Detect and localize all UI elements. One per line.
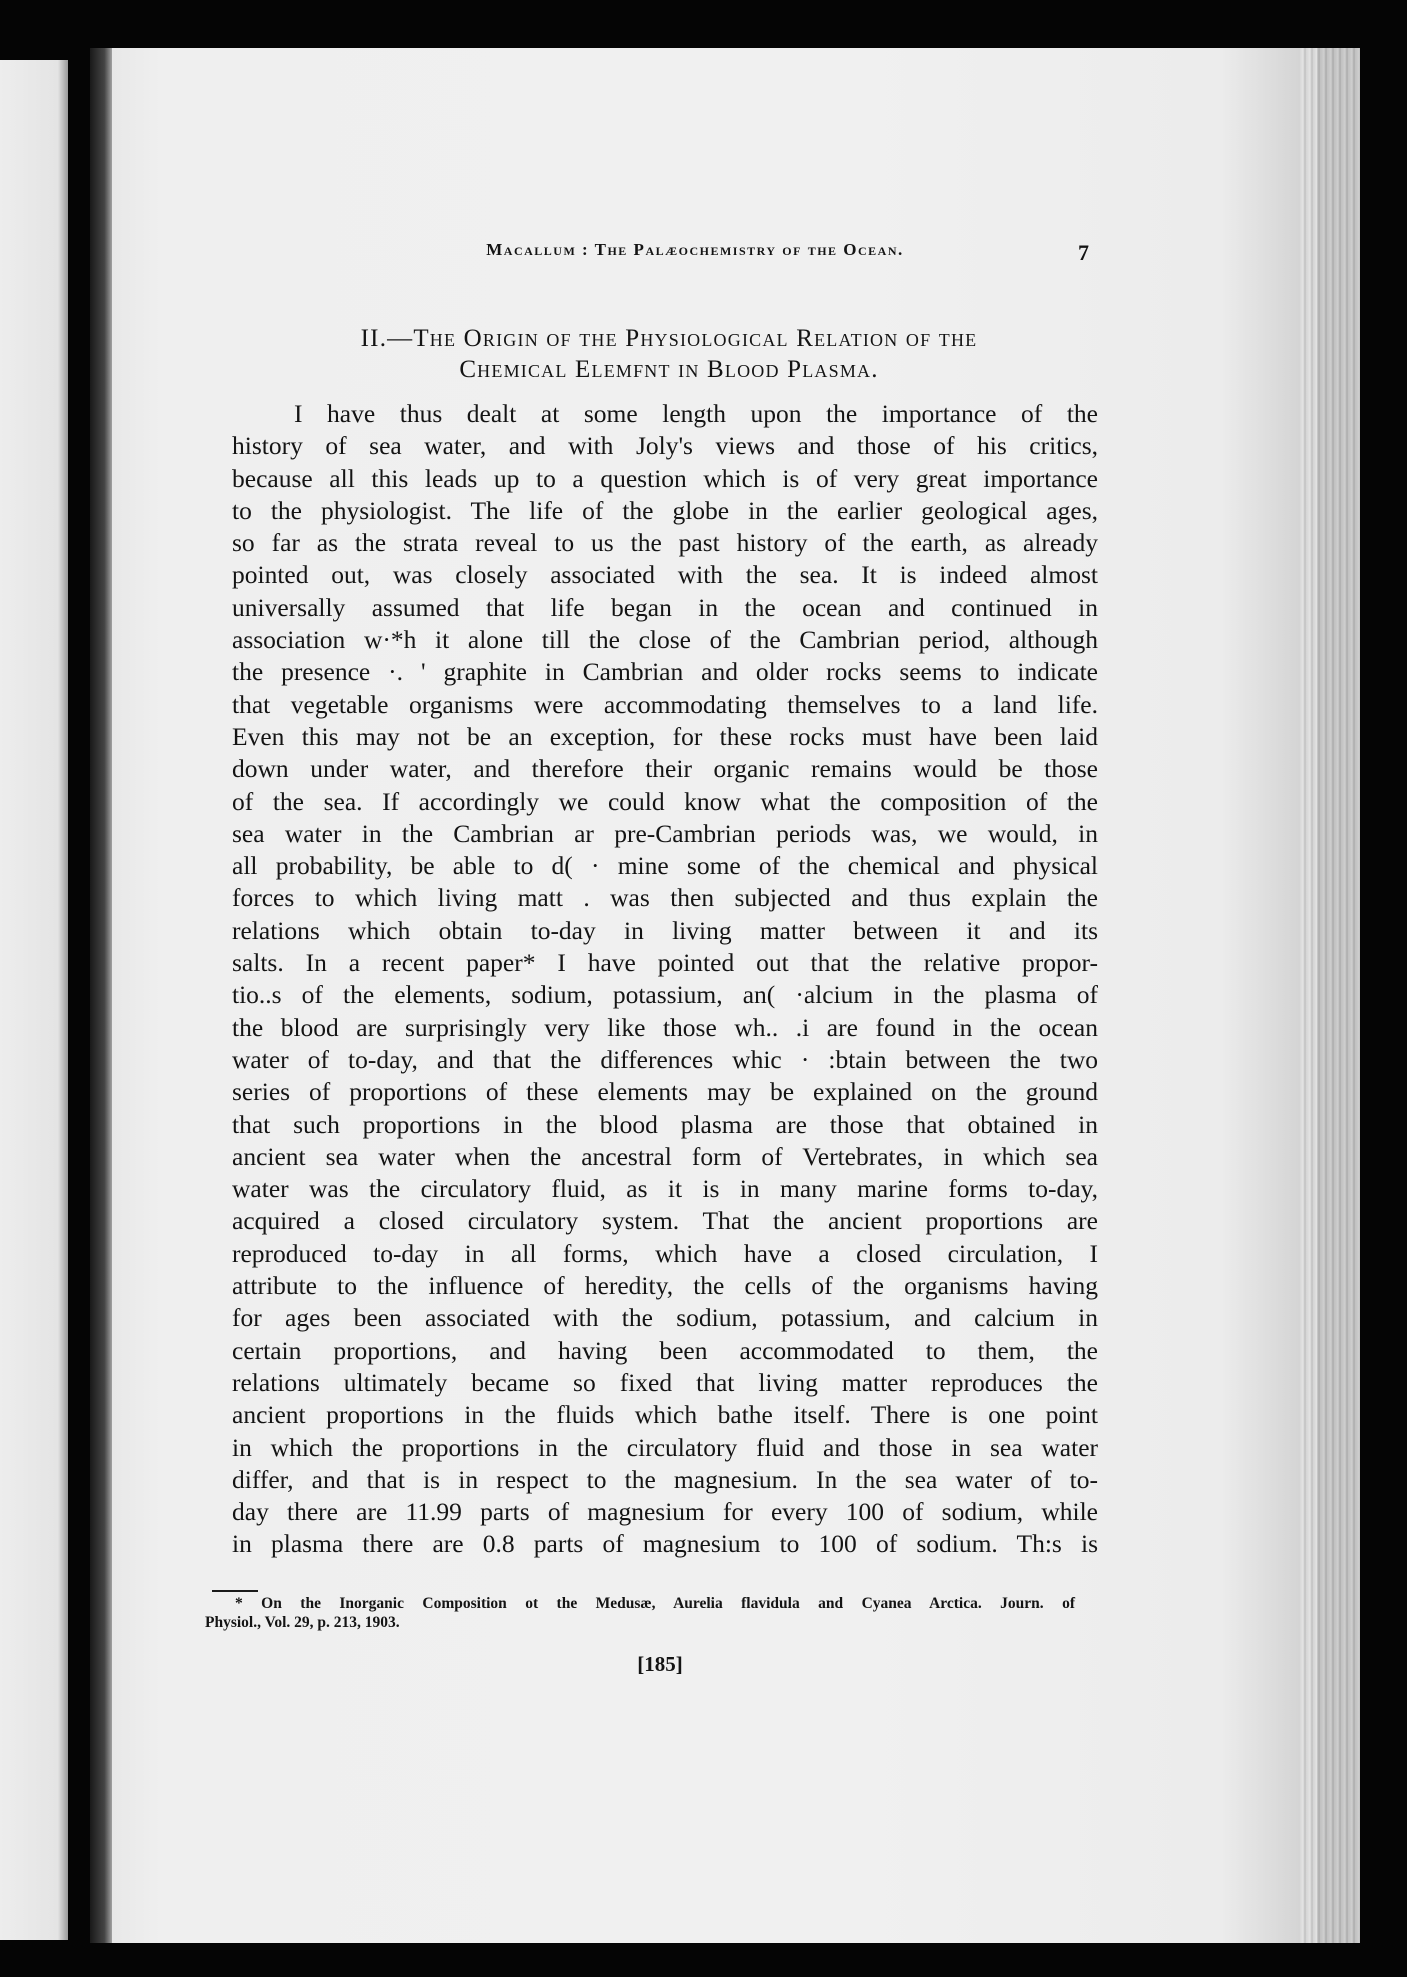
footnote (205, 1594, 1075, 1632)
body-line: because all this leads up to a question which is of very great importance (232, 463, 1098, 493)
footnote-rule (212, 1590, 258, 1592)
page-number: 7 (1078, 240, 1089, 265)
body-line: all probability, be able to d( · mine some of the chemical and physical (232, 851, 1098, 881)
body-line: attribute to the influence of heredity, the cells of the organisms having (232, 1271, 1098, 1301)
facing-page-edge (0, 60, 68, 1940)
body-line: pointed out, was closely associated with the sea. It is indeed almost (232, 560, 1098, 590)
running-head: Macallum : The Palæochemistry of the Ocean. (486, 240, 904, 259)
footnote-line-2: Physiol., Vol. 29, p. 213, 1903. (205, 1614, 400, 1631)
body-line: that vegetable organisms were accommodating themselves to a land life. (232, 689, 1098, 719)
body-line: water was the circulatory fluid, as it is in many marine forms to-day, (232, 1174, 1098, 1204)
body-line: of the sea. If accordingly we could know what the composition of the (232, 786, 1098, 816)
body-line: in which the proportions in the circulatory fluid and those in sea water (232, 1432, 1098, 1462)
body-line: universally assumed that life began in the ocean and continued in (232, 592, 1098, 622)
body-line: so far as the strata reveal to us the past history of the earth, as already (232, 528, 1098, 558)
body-line: history of sea water, and with Joly's views and those of his critics, (232, 431, 1098, 461)
body-line: the blood are surprisingly very like those wh.. .i are found in the ocean (232, 1012, 1098, 1042)
body-line: reproduced to-day in all forms, which have a closed circulation, I (232, 1238, 1098, 1268)
body-line: water of to-day, and that the differences whic · :btain between the two (232, 1044, 1098, 1074)
body-line: the presence ·. ' graphite in Cambrian and older rocks seems to indicate (232, 657, 1098, 687)
section-title (238, 323, 1100, 385)
body-line: to the physiologist. The life of the globe in the earlier geological ages, (232, 495, 1098, 525)
body-line: acquired a closed circulatory system. That the ancient proportions are (232, 1206, 1098, 1236)
body-line: Even this may not be an exception, for these rocks must have been laid (232, 721, 1098, 751)
body-line: that such proportions in the blood plasma are those that obtained in (232, 1109, 1098, 1139)
body-line: down under water, and therefore their organic remains would be those (232, 754, 1098, 784)
body-line: sea water in the Cambrian ar pre-Cambrian periods was, we would, in (232, 818, 1098, 848)
folio-number: [185] (637, 1652, 683, 1676)
body-line: day there are 11.99 parts of magnesium for every 100 of sodium, while (232, 1497, 1098, 1527)
body-line: tio..s of the elements, sodium, potassium, an( ·alcium in the plasma of (232, 980, 1098, 1010)
body-line: for ages been associated with the sodium, potassium, and calcium in (232, 1303, 1098, 1333)
body-line: relations ultimately became so fixed that living matter reproduces the (232, 1367, 1098, 1397)
body-line: ancient sea water when the ancestral form of Vertebrates, in which sea (232, 1141, 1098, 1171)
body-line: relations which obtain to-day in living matter between it and its (232, 915, 1098, 945)
book-gutter (90, 48, 114, 1943)
footnote-line-1: * On the Inorganic Composition ot the Medusæ, Aurelia flavidula and Cyanea Arctica. Journ. of (235, 1595, 1075, 1612)
body-line: forces to which living matt . was then subjected and thus explain the (232, 883, 1098, 913)
body-line: salts. In a recent paper* I have pointed out that the relative propor- (232, 948, 1098, 978)
body-line: certain proportions, and having been accommodated to them, the (232, 1335, 1098, 1365)
body-line: differ, and that is in respect to the magnesium. In the sea water of to- (232, 1464, 1098, 1494)
body-line: in plasma there are 0.8 parts of magnesium to 100 of sodium. Th:s is (232, 1529, 1098, 1559)
body-line: ancient proportions in the fluids which bathe itself. There is one point (232, 1400, 1098, 1430)
body-line: association w·*h it alone till the close of the Cambrian period, although (232, 625, 1098, 655)
body-line: I have thus dealt at some length upon the importance of the (294, 399, 1098, 428)
body-paragraph (232, 398, 1098, 1561)
section-title-line-1: II.—The Origin of the Physiological Relation of the (360, 325, 978, 352)
section-title-line-2: Chemical Elemfnt in Blood Plasma. (459, 356, 879, 383)
page-stack-edge (1300, 48, 1360, 1943)
body-line: series of proportions of these elements may be explained on the ground (232, 1077, 1098, 1107)
